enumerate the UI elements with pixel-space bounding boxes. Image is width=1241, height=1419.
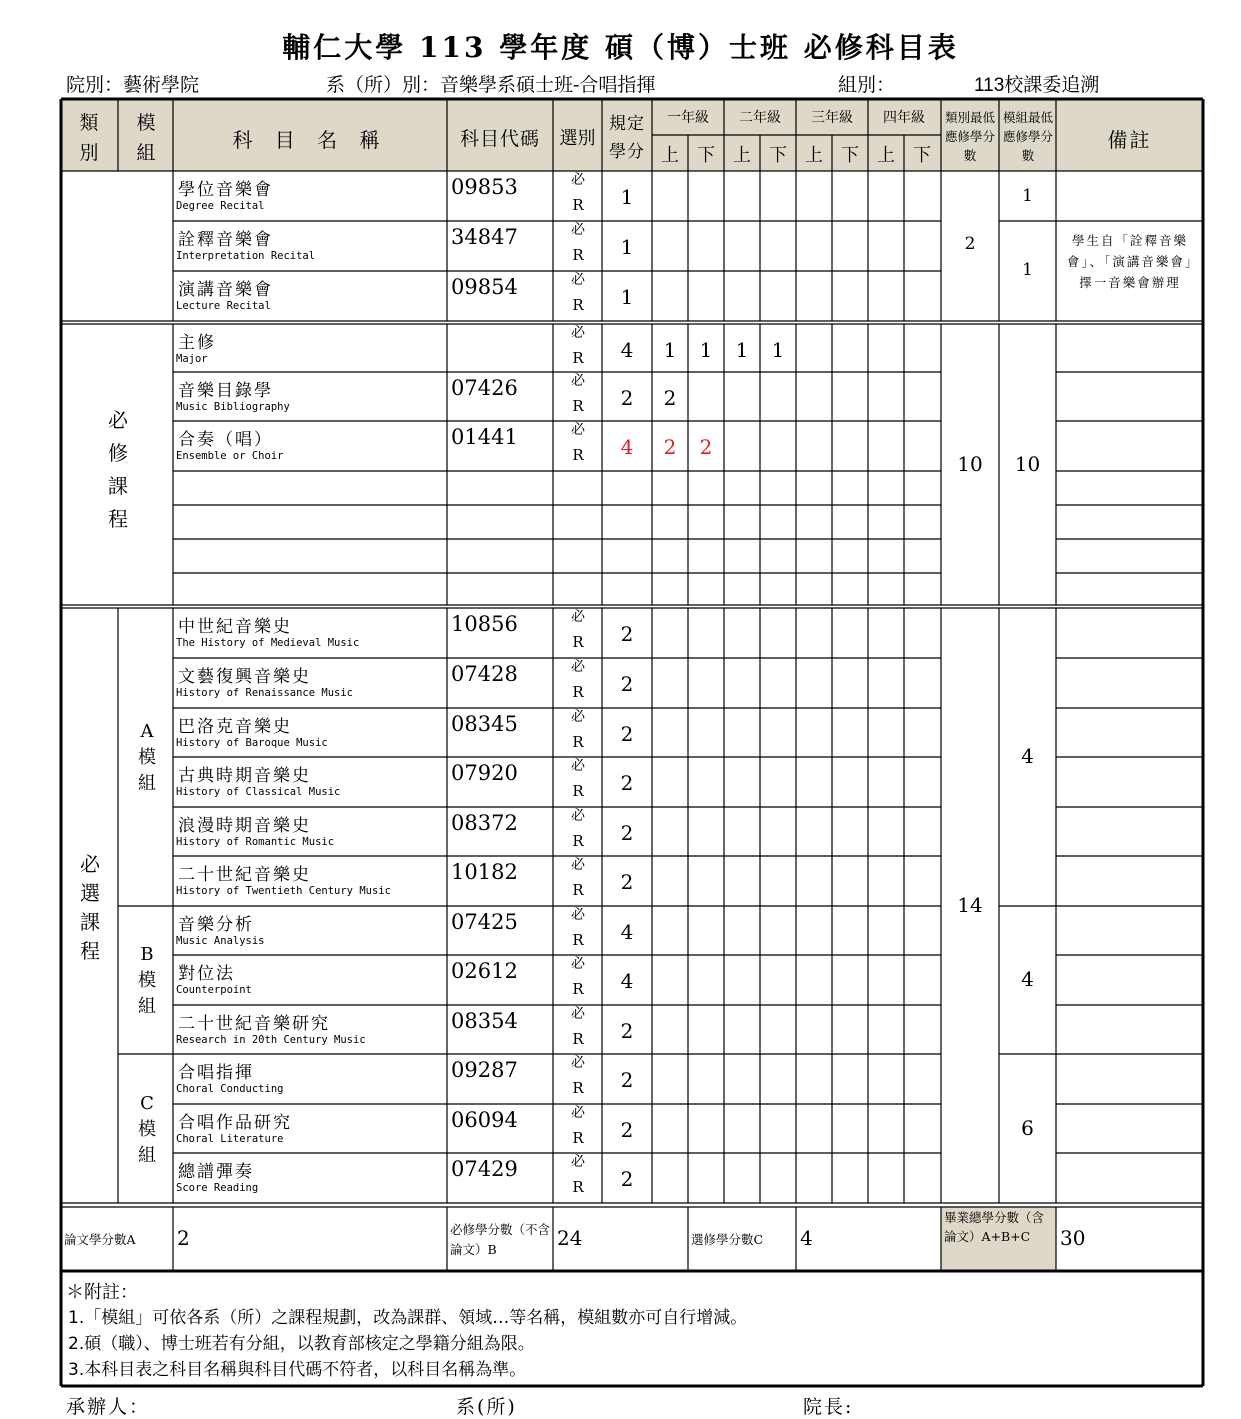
course-code: 09287 (451, 1058, 518, 1082)
course-name-zh: 合唱作品研究 (178, 1113, 292, 1133)
course-code: 08372 (451, 811, 518, 835)
course-credits: 4 (620, 920, 634, 944)
course-name-zh: 合唱指揮 (178, 1063, 254, 1083)
course-code: 10856 (451, 612, 518, 636)
course-credits: 4 (620, 435, 634, 459)
course-name-en: Choral Literature (176, 1133, 284, 1145)
elective-type-code: R (572, 446, 584, 464)
course-credits: 1 (620, 285, 634, 309)
dean-signature-label: 院長: (803, 1396, 854, 1418)
total-credits-value: 30 (1060, 1226, 1086, 1250)
course-credits: 4 (620, 338, 634, 362)
thesis-credits-value: 2 (177, 1226, 190, 1250)
semester-credits: 2 (663, 435, 677, 459)
elective-type: 必 (571, 272, 585, 288)
elective-type-code: R (572, 296, 584, 314)
elective-type-code: R (572, 733, 584, 751)
module-label: C模組 (138, 1092, 156, 1166)
total-credits-label: 畢業總學分數（含論文）A+B+C (944, 1210, 1045, 1244)
semester-credits: 2 (699, 435, 713, 459)
elective-type-code: R (572, 683, 584, 701)
elective-type: 必 (571, 857, 585, 873)
course-credits: 2 (620, 1019, 634, 1043)
course-credits: 2 (620, 1118, 634, 1142)
header-category-min: 類別最低應修學分數 (944, 110, 995, 163)
course-name-en: Degree Recital (176, 200, 265, 212)
course-code: 02612 (451, 959, 518, 983)
course-credits: 2 (620, 1068, 634, 1092)
module-min-credits: 4 (1021, 967, 1034, 991)
course-name-zh: 二十世紀音樂史 (178, 865, 311, 885)
course-name-zh: 巴洛克音樂史 (178, 717, 292, 737)
elective-type: 必 (571, 709, 585, 725)
course-name-en: Score Reading (176, 1182, 259, 1194)
semester-credits: 1 (699, 338, 713, 362)
header-upper: 上 (877, 145, 895, 166)
elective-type: 必 (571, 1105, 585, 1121)
elective-type-code: R (572, 349, 584, 367)
course-credits: 2 (620, 1167, 634, 1191)
elective-type: 必 (571, 907, 585, 923)
course-name-en: Research in 20th Century Music (176, 1034, 366, 1046)
recital-remark: 學生自「詮釋音樂會」、「演講音樂會」擇一音樂會辦理 (1066, 233, 1194, 290)
course-name-zh: 音樂目錄學 (178, 381, 273, 401)
header-year2: 二年級 (739, 110, 781, 126)
tracking-label: 113校課委追溯 (974, 75, 1100, 96)
header-upper: 上 (805, 145, 823, 166)
course-name-en: Choral Conducting (176, 1083, 284, 1095)
recital-category-min: 2 (964, 234, 976, 254)
note-item-1: 1.「模組」可依各系（所）之課程規劃，改為課群、領域…等名稱，模組數亦可自行增減。 (68, 1308, 748, 1328)
notes-heading: ＊附註： (66, 1282, 138, 1303)
elective-type: 必 (571, 172, 585, 188)
header-module-min: 模組最低應修學分數 (1002, 110, 1053, 163)
course-code: 09853 (451, 175, 518, 199)
required-credits-value: 24 (557, 1226, 583, 1250)
elective-type-code: R (572, 980, 584, 998)
recital-module-min-2: 1 (1022, 260, 1033, 280)
note-item-2: 2.碩（職）、博士班若有分組，以教育部核定之學籍分組為限。 (68, 1334, 535, 1354)
course-name-en: Music Analysis (176, 935, 265, 947)
elective-type: 必 (571, 1055, 585, 1071)
header-year4: 四年級 (883, 110, 925, 126)
course-code: 08354 (451, 1009, 518, 1033)
elective-type: 必 (571, 1154, 585, 1170)
elective-type: 必 (571, 609, 585, 625)
elective-type-code: R (572, 196, 584, 214)
course-name-en: Music Bibliography (176, 401, 290, 413)
course-name-zh: 總譜彈奏 (178, 1162, 254, 1182)
elective-type-code: R (572, 1178, 584, 1196)
header-credits: 規定學分 (609, 114, 645, 162)
recital-module-min-1: 1 (1022, 186, 1033, 206)
elective-type: 必 (571, 422, 585, 438)
header-lower: 下 (697, 145, 715, 166)
course-name-en: Ensemble or Choir (176, 450, 284, 462)
course-name-en: Interpretation Recital (176, 250, 316, 262)
course-name-en: The History of Medieval Music (176, 637, 360, 649)
semester-credits: 1 (735, 338, 749, 362)
required-category-min: 10 (957, 452, 983, 476)
header-year3: 三年級 (811, 110, 853, 126)
course-name-en: History of Twentieth Century Music (176, 885, 391, 897)
header-year1: 一年級 (667, 110, 709, 126)
elective-type-code: R (572, 633, 584, 651)
semester-credits: 1 (663, 338, 677, 362)
course-code: 06094 (451, 1108, 518, 1132)
header-lower: 下 (769, 145, 787, 166)
elective-type-code: R (572, 832, 584, 850)
course-name-zh: 主修 (178, 333, 216, 353)
handler-signature-label: 承辦人： (66, 1396, 151, 1418)
course-credits: 2 (620, 672, 634, 696)
department-label: 系（所）別：音樂學系碩士班-合唱指揮 (326, 74, 656, 96)
course-name-zh: 古典時期音樂史 (178, 766, 311, 786)
course-credits: 2 (620, 821, 634, 845)
elective-type-code: R (572, 1129, 584, 1147)
course-credits: 2 (620, 870, 634, 894)
elective-type-code: R (572, 397, 584, 415)
course-name-zh: 演講音樂會 (178, 280, 273, 300)
header-module: 模組 (136, 112, 158, 164)
header-category: 類別 (79, 112, 101, 164)
elective-type: 必 (571, 325, 585, 341)
module-label: B模組 (138, 944, 156, 1017)
course-name-en: History of Romantic Music (176, 836, 335, 848)
required-credits-label: 必修學分數（不含論文）B (450, 1222, 551, 1257)
course-credits: 2 (620, 622, 634, 646)
dept-signature-label: 系(所) (456, 1396, 517, 1418)
elective-type: 必 (571, 758, 585, 774)
course-name-en: History of Classical Music (176, 786, 341, 798)
course-code: 07428 (451, 662, 518, 686)
course-code: 07426 (451, 376, 518, 400)
elective-type: 必 (571, 373, 585, 389)
course-name-en: History of Renaissance Music (176, 687, 354, 699)
course-credits: 4 (620, 969, 634, 993)
course-name-zh: 合奏（唱） (178, 430, 273, 450)
group-label: 組別： (838, 74, 896, 96)
page-title: 輔仁大學 113 學年度 碩（博）士班 必修科目表 (282, 31, 959, 64)
elective-type: 必 (571, 1006, 585, 1022)
course-code: 01441 (451, 425, 518, 449)
elective-type: 必 (571, 808, 585, 824)
header-remarks: 備註 (1107, 128, 1152, 152)
course-code: 10182 (451, 860, 518, 884)
course-name-zh: 學位音樂會 (178, 180, 273, 200)
course-code: 34847 (451, 225, 518, 249)
course-credits: 2 (620, 771, 634, 795)
course-credits: 1 (620, 235, 634, 259)
header-course-code: 科目代碼 (459, 128, 540, 150)
elective-type: 必 (571, 659, 585, 675)
course-name-zh: 中世紀音樂史 (178, 617, 292, 637)
semester-credits: 1 (771, 338, 785, 362)
course-code: 07920 (451, 761, 518, 785)
course-name-zh: 二十世紀音樂研究 (178, 1014, 330, 1034)
course-code: 07425 (451, 910, 518, 934)
course-name-zh: 文藝復興音樂史 (178, 667, 311, 687)
elective-type-code: R (572, 1079, 584, 1097)
semester-credits: 2 (663, 386, 677, 410)
elective-type-code: R (572, 782, 584, 800)
course-code: 08345 (451, 712, 518, 736)
course-credits: 2 (620, 386, 634, 410)
elective-credits-value: 4 (800, 1226, 813, 1250)
course-name-en: History of Baroque Music (176, 737, 328, 749)
course-name-zh: 浪漫時期音樂史 (178, 816, 311, 836)
module-label: A模組 (138, 721, 156, 794)
course-code: 09854 (451, 275, 518, 299)
header-course-name: 科 目 名 稱 (232, 128, 388, 152)
course-name-en: Counterpoint (176, 984, 252, 996)
header-lower: 下 (841, 145, 859, 166)
course-name-zh: 音樂分析 (178, 915, 254, 935)
elective-category-min: 14 (957, 893, 983, 917)
header-upper: 上 (733, 145, 751, 166)
elective-type-code: R (572, 881, 584, 899)
elective-type: 必 (571, 956, 585, 972)
course-name-zh: 詮釋音樂會 (178, 230, 273, 250)
elective-section-label: 必選課程 (80, 852, 100, 963)
course-name-zh: 對位法 (178, 964, 235, 984)
module-min-credits: 4 (1021, 744, 1034, 768)
course-code: 07429 (451, 1157, 518, 1181)
course-name-en: Lecture Recital (176, 300, 271, 312)
college-label: 院別：藝術學院 (66, 74, 200, 96)
elective-type-code: R (572, 246, 584, 264)
elective-type: 必 (571, 222, 585, 238)
note-item-3: 3.本科目表之科目名稱與科目代碼不符者，以科目名稱為準。 (68, 1360, 527, 1380)
elective-type-code: R (572, 1030, 584, 1048)
header-lower: 下 (913, 145, 931, 166)
thesis-credits-label: 論文學分數A (64, 1232, 136, 1247)
required-section-label: 必修課程 (108, 408, 128, 531)
elective-credits-label: 選修學分數C (691, 1232, 764, 1247)
course-name-en: Major (176, 353, 208, 365)
header-upper: 上 (661, 145, 679, 166)
required-module-min: 10 (1014, 452, 1041, 476)
course-credits: 2 (620, 722, 634, 746)
elective-type-code: R (572, 931, 584, 949)
course-credits: 1 (620, 185, 634, 209)
header-elective: 選別 (559, 128, 596, 149)
module-min-credits: 6 (1021, 1115, 1034, 1140)
